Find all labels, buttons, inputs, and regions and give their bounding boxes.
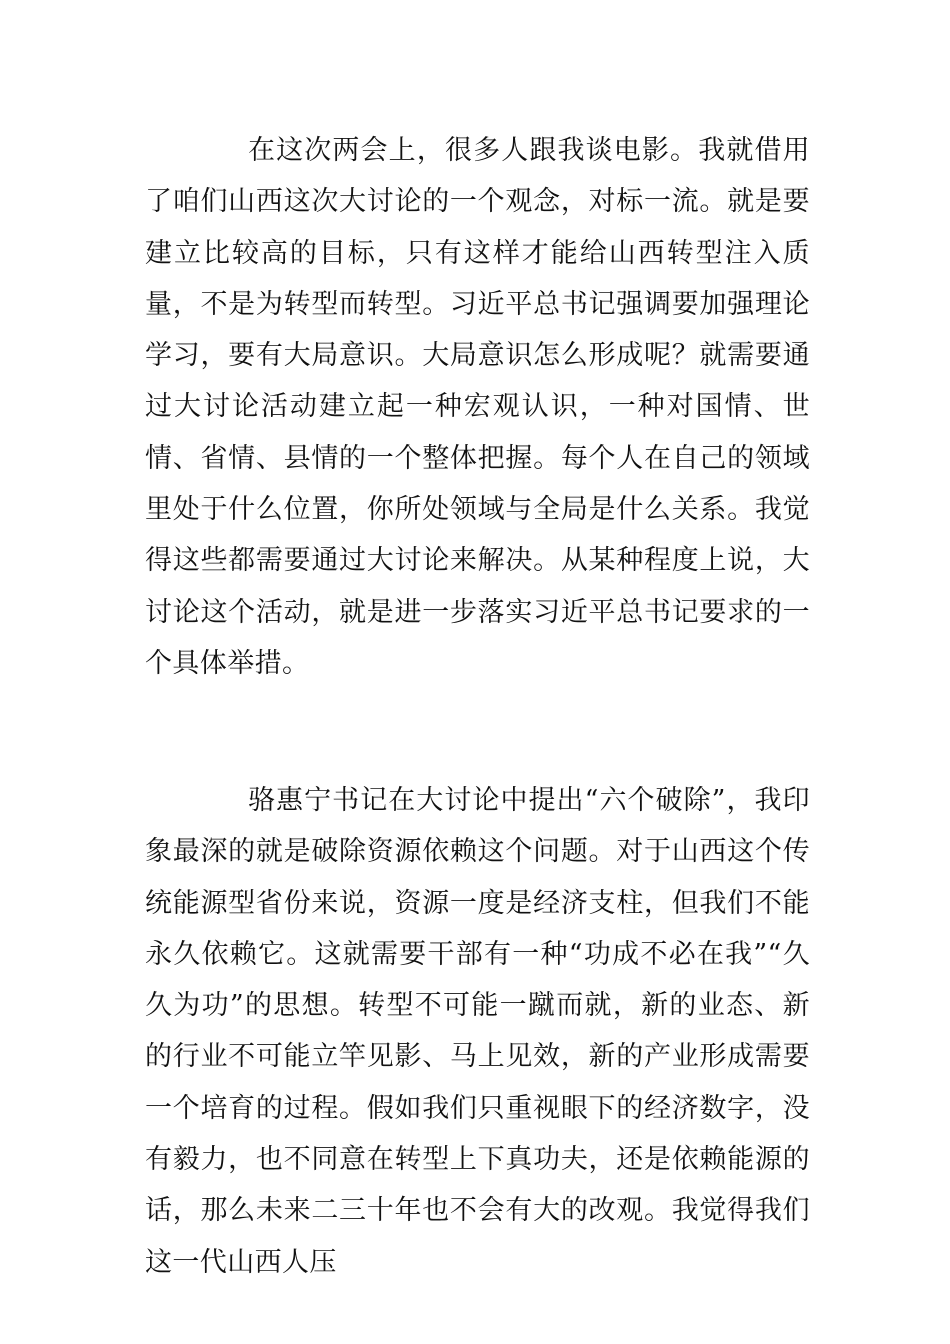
paragraph-2: 骆惠宁书记在大讨论中提出“六个破除”，我印象最深的就是破除资源依赖这个问题。对于山西这个传统能源型省份来说，资源一度是经济支柱，但我们不能永久依赖它。这就需要干部有一种“功成不必在我”“久久为功”的思想。转型不可能一蹴而就，新的业态、新的行业不可能立竿见影、马上见效，新的产业形成需要一个培育的过程。假如我们只重视眼下的经济数字，没有毅力，也不同意在转型上下真功夫，还是依赖能源的话，那么未来二三十年也不会有大的改观。我觉得我们这一代山西人压 — [145, 785, 810, 1278]
paragraph-1: 在这次两会上，很多人跟我谈电影。我就借用了咱们山西这次大讨论的一个观念，对标一流。就是要建立比较高的目标，只有这样才能给山西转型注入质量，不是为转型而转型。习近平总书记强调要加强理论学习，要有大局意识。大局意识怎么形成呢？就需要通过大讨论活动建立起一种宏观认识，一种对国情、世情、省情、县情的一个整体把握。每个人在自己的领域里处于什么位置，你所处领域与全局是什么关系。我觉得这些都需要通过大讨论来解决。从某种程度上说，大讨论这个活动，就是进一步落实习近平总书记要求的一个具体举措。 — [145, 135, 810, 679]
